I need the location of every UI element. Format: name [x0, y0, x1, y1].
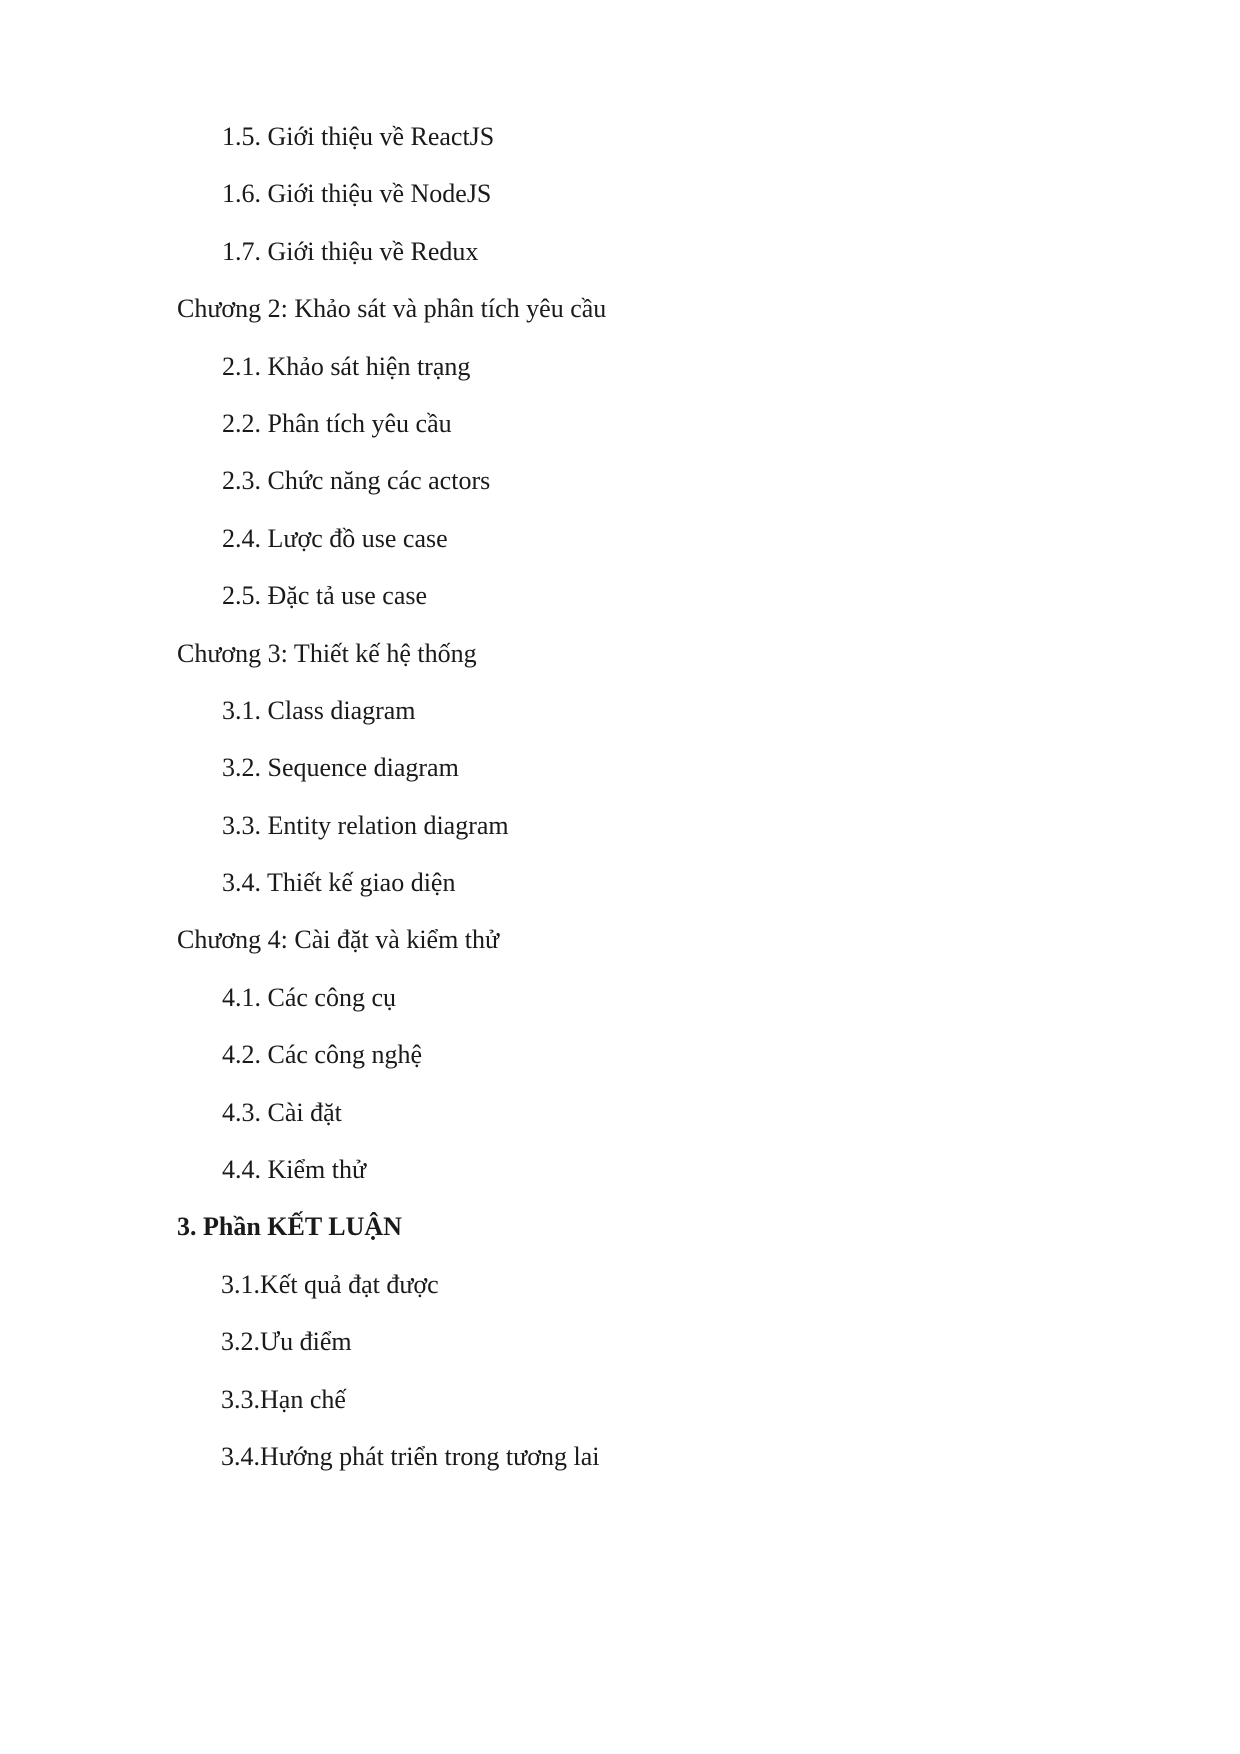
toc-chapter-3: Chương 3: Thiết kế hệ thống [177, 638, 477, 668]
toc-section-2-4: 2.4. Lược đồ use case [222, 523, 448, 553]
toc-section-2-5: 2.5. Đặc tả use case [222, 581, 428, 611]
toc-section-1-7: 1.7. Giới thiệu về Redux [222, 236, 479, 266]
toc-section-1-6: 1.6. Giới thiệu về NodeJS [222, 179, 492, 209]
toc-chapter-2: Chương 2: Khảo sát và phân tích yêu cầu [177, 294, 607, 324]
toc-section-2-2: 2.2. Phân tích yêu cầu [222, 408, 452, 438]
toc-chapter-4: Chương 4: Cài đặt và kiểm thử [177, 925, 500, 955]
toc-section-2-3: 2.3. Chức năng các actors [222, 466, 491, 496]
toc-conclusion-3-4: 3.4.Hướng phát triển trong tương lai [221, 1441, 600, 1471]
toc-section-3-3: 3.3. Entity relation diagram [222, 810, 509, 840]
toc-section-4-3: 4.3. Cài đặt [222, 1097, 342, 1127]
toc-conclusion-3-1: 3.1.Kết quả đạt được [221, 1269, 439, 1299]
toc-conclusion-3-2: 3.2.Ưu điểm [221, 1327, 352, 1357]
toc-section-2-1: 2.1. Khảo sát hiện trạng [222, 351, 471, 381]
toc-conclusion-3-3: 3.3.Hạn chế [221, 1384, 346, 1414]
toc-section-3-1: 3.1. Class diagram [222, 695, 416, 725]
toc-section-1-5: 1.5. Giới thiệu về ReactJS [222, 122, 495, 151]
toc-part-conclusion: 3. Phần KẾT LUẬN [177, 1212, 402, 1242]
toc-section-3-2: 3.2. Sequence diagram [222, 753, 459, 783]
toc-section-4-1: 4.1. Các công cụ [222, 982, 397, 1012]
toc-section-3-4: 3.4. Thiết kế giao diện [222, 868, 456, 898]
toc-section-4-4: 4.4. Kiểm thử [222, 1155, 367, 1185]
table-of-contents [0, 108, 1240, 1485]
toc-section-4-2: 4.2. Các công nghệ [222, 1040, 423, 1070]
